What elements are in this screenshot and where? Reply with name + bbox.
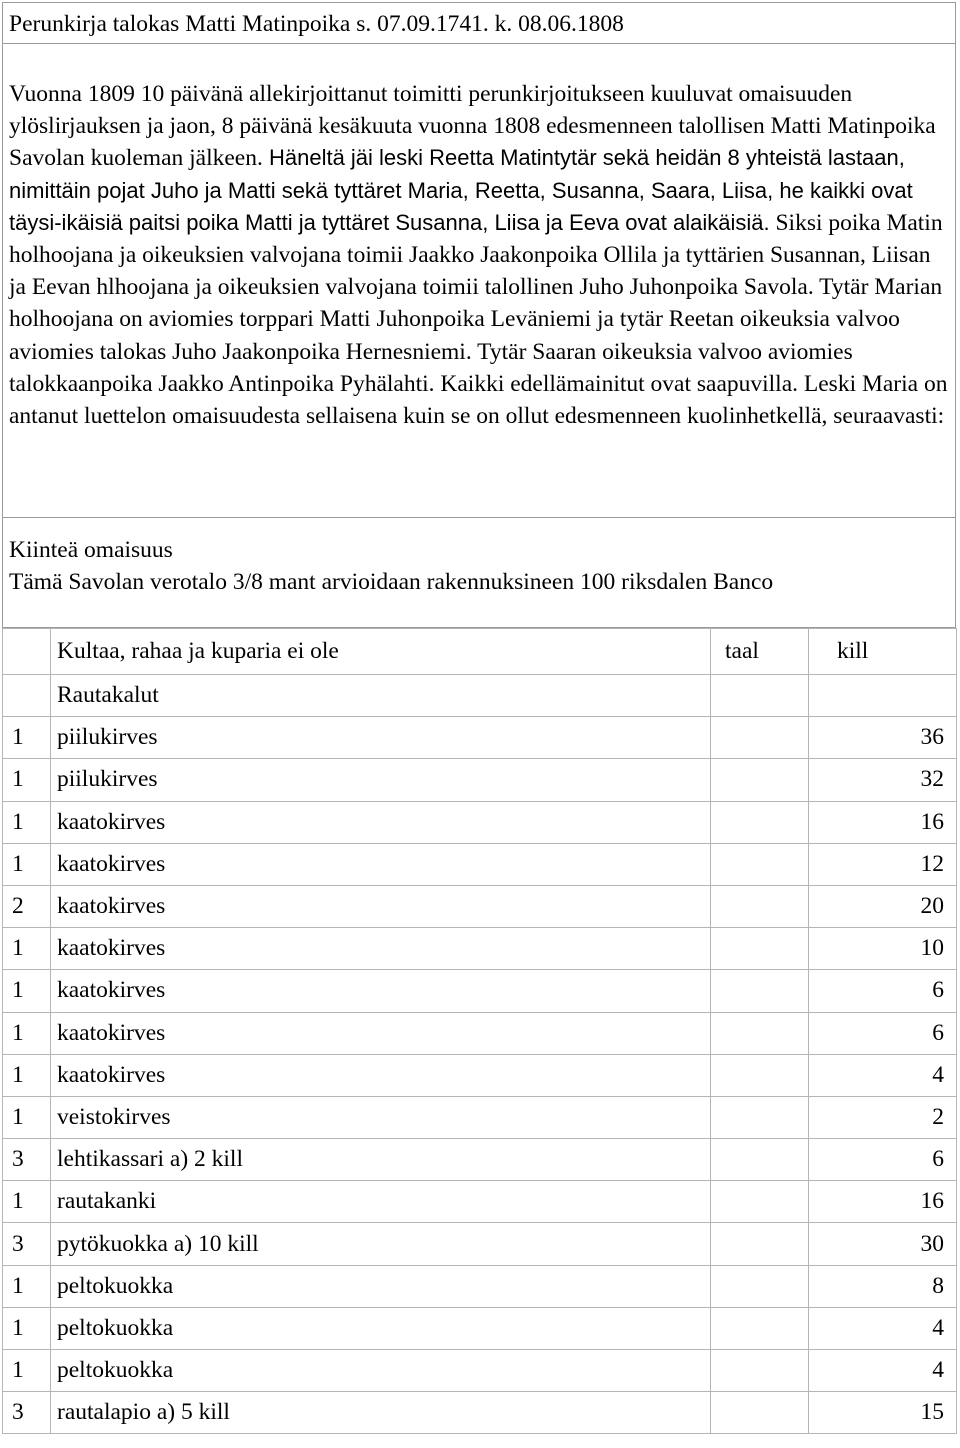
row-kill-value: 12 bbox=[809, 843, 957, 885]
row-quantity: 1 bbox=[3, 759, 51, 801]
row-item-name: peltokuokka bbox=[51, 1350, 711, 1392]
row-quantity: 1 bbox=[3, 928, 51, 970]
category-qty-cell bbox=[3, 675, 51, 717]
row-item-name: rautakanki bbox=[51, 1181, 711, 1223]
row-kill-value: 30 bbox=[809, 1223, 957, 1265]
row-taal-cell bbox=[711, 928, 809, 970]
row-kill-value: 20 bbox=[809, 885, 957, 927]
row-kill-value: 8 bbox=[809, 1265, 957, 1307]
row-quantity: 1 bbox=[3, 1307, 51, 1349]
row-taal-cell bbox=[711, 1054, 809, 1096]
row-item-name: kaatokirves bbox=[51, 970, 711, 1012]
inventory-category-row bbox=[3, 675, 957, 717]
table-row bbox=[3, 1392, 957, 1434]
category-kill-cell bbox=[809, 675, 957, 717]
row-item-name: peltokuokka bbox=[51, 1265, 711, 1307]
intro-text-part2: Häneltä jäi leski Reetta Matintytär sekä heidän 8 yhteistä lastaan, nimittäin pojat Juho ja Matti sekä tyttäret Maria, Reetta, Susanna, Saara, Liisa, he kaikki ovat täysi-ikäisiä paitsi poika Matti ja tyttäret Susanna, Liisa ja Eeva ovat alaikäisiä. bbox=[9, 145, 913, 235]
row-kill-value: 4 bbox=[809, 1054, 957, 1096]
header-qty-cell bbox=[3, 629, 51, 675]
row-quantity: 3 bbox=[3, 1392, 51, 1434]
row-taal-cell bbox=[711, 970, 809, 1012]
row-kill-value: 10 bbox=[809, 928, 957, 970]
row-kill-value: 15 bbox=[809, 1392, 957, 1434]
row-item-name: piilukirves bbox=[51, 759, 711, 801]
row-taal-cell bbox=[711, 1181, 809, 1223]
row-item-name: lehtikassari a) 2 kill bbox=[51, 1139, 711, 1181]
table-row bbox=[3, 1096, 957, 1138]
row-item-name: kaatokirves bbox=[51, 843, 711, 885]
intro-section bbox=[2, 44, 956, 518]
header-taal-cell: taal bbox=[711, 629, 809, 675]
table-row bbox=[3, 1265, 957, 1307]
row-quantity: 1 bbox=[3, 1096, 51, 1138]
row-item-name: kaatokirves bbox=[51, 1054, 711, 1096]
row-kill-value: 16 bbox=[809, 801, 957, 843]
row-quantity: 3 bbox=[3, 1139, 51, 1181]
row-taal-cell bbox=[711, 1223, 809, 1265]
table-row bbox=[3, 1307, 957, 1349]
row-taal-cell bbox=[711, 1012, 809, 1054]
real-estate-section bbox=[2, 518, 956, 628]
row-taal-cell bbox=[711, 885, 809, 927]
row-taal-cell bbox=[711, 1350, 809, 1392]
table-row bbox=[3, 1012, 957, 1054]
row-item-name: veistokirves bbox=[51, 1096, 711, 1138]
row-kill-value: 6 bbox=[809, 1012, 957, 1054]
inventory-header-row bbox=[3, 629, 957, 675]
row-kill-value: 2 bbox=[809, 1096, 957, 1138]
table-row bbox=[3, 1139, 957, 1181]
category-taal-cell bbox=[711, 675, 809, 717]
row-taal-cell bbox=[711, 1392, 809, 1434]
row-quantity: 1 bbox=[3, 1054, 51, 1096]
row-item-name: kaatokirves bbox=[51, 801, 711, 843]
row-kill-value: 6 bbox=[809, 970, 957, 1012]
row-item-name: kaatokirves bbox=[51, 885, 711, 927]
table-row bbox=[3, 1054, 957, 1096]
table-row bbox=[3, 801, 957, 843]
intro-paragraph bbox=[9, 78, 951, 432]
row-taal-cell bbox=[711, 759, 809, 801]
table-row bbox=[3, 885, 957, 927]
table-row bbox=[3, 1350, 957, 1392]
table-row bbox=[3, 843, 957, 885]
row-kill-value: 16 bbox=[809, 1181, 957, 1223]
row-quantity: 1 bbox=[3, 801, 51, 843]
row-kill-value: 4 bbox=[809, 1350, 957, 1392]
row-quantity: 1 bbox=[3, 717, 51, 759]
inventory-table-body bbox=[3, 629, 957, 1434]
intro-text-part3: Siksi poika Matin holhoojana ja oikeuksien valvojana toimii Jaakko Jaakonpoika Ollila ja tyttärien Susannan, Liisan ja Eevan hlhoojana ja oikeuksien valvojana toimii talollinen Juho Juhonpoika Savola. Tytär Marian holhoojana on aviomies torppari Matti Juhonpoika Leväniemi ja tytär Reetan oikeuksia valvoo aviomies talokas Juho Jaakonpoika Hernesniemi. Tytär Saaran oikeuksia valvoo aviomies talokkaanpoika Jaakko Antinpoika Pyhälahti. Kaikki edellämainitut ovat saapuvilla. Leski Maria on antanut luettelon omaisuudesta sellaisena kuin se on ollut edesmenneen kuolinhetkellä, seuraavasti: bbox=[9, 209, 948, 430]
row-quantity: 1 bbox=[3, 970, 51, 1012]
row-taal-cell bbox=[711, 1265, 809, 1307]
row-quantity: 3 bbox=[3, 1223, 51, 1265]
row-item-name: kaatokirves bbox=[51, 1012, 711, 1054]
row-item-name: kaatokirves bbox=[51, 928, 711, 970]
row-quantity: 1 bbox=[3, 1265, 51, 1307]
row-quantity: 1 bbox=[3, 1181, 51, 1223]
row-quantity: 1 bbox=[3, 843, 51, 885]
row-taal-cell bbox=[711, 843, 809, 885]
table-row bbox=[3, 970, 957, 1012]
table-row bbox=[3, 717, 957, 759]
row-item-name: pytökuokka a) 10 kill bbox=[51, 1223, 711, 1265]
intro-text-part1: Vuonna 1809 10 päivänä allekirjoittanut toimitti perunkirjoitukseen kuuluvat omaisuuden ylöslirjauksen ja jaon, 8 päivänä kesäkuuta vuonna 1808 edesmenneen talollisen Matti Matinpoika Savolan kuoleman jälkeen. bbox=[9, 81, 936, 172]
category-label-cell: Rautakalut bbox=[51, 675, 711, 717]
row-item-name: peltokuokka bbox=[51, 1307, 711, 1349]
row-kill-value: 6 bbox=[809, 1139, 957, 1181]
row-kill-value: 36 bbox=[809, 717, 957, 759]
row-kill-value: 4 bbox=[809, 1307, 957, 1349]
header-label-cell: Kultaa, rahaa ja kuparia ei ole bbox=[51, 629, 711, 675]
row-kill-value: 32 bbox=[809, 759, 957, 801]
row-taal-cell bbox=[711, 1307, 809, 1349]
row-quantity: 2 bbox=[3, 885, 51, 927]
row-taal-cell bbox=[711, 801, 809, 843]
table-row bbox=[3, 928, 957, 970]
row-quantity: 1 bbox=[3, 1012, 51, 1054]
header-kill-cell: kill bbox=[809, 629, 957, 675]
table-row bbox=[3, 759, 957, 801]
row-taal-cell bbox=[711, 717, 809, 759]
row-item-name: rautalapio a) 5 kill bbox=[51, 1392, 711, 1434]
inventory-table bbox=[2, 628, 957, 1434]
row-taal-cell bbox=[711, 1139, 809, 1181]
row-item-name: piilukirves bbox=[51, 717, 711, 759]
real-estate-heading: Kiinteä omaisuus bbox=[9, 537, 173, 563]
table-row bbox=[3, 1181, 957, 1223]
table-row bbox=[3, 1223, 957, 1265]
document-title: Perunkirja talokas Matti Matinpoika s. 07.09.1741. k. 08.06.1808 bbox=[2, 2, 956, 44]
row-taal-cell bbox=[711, 1096, 809, 1138]
real-estate-valuation: Tämä Savolan verotalo 3/8 mant arvioidaan rakennuksineen 100 riksdalen Banco bbox=[9, 569, 774, 595]
row-quantity: 1 bbox=[3, 1350, 51, 1392]
